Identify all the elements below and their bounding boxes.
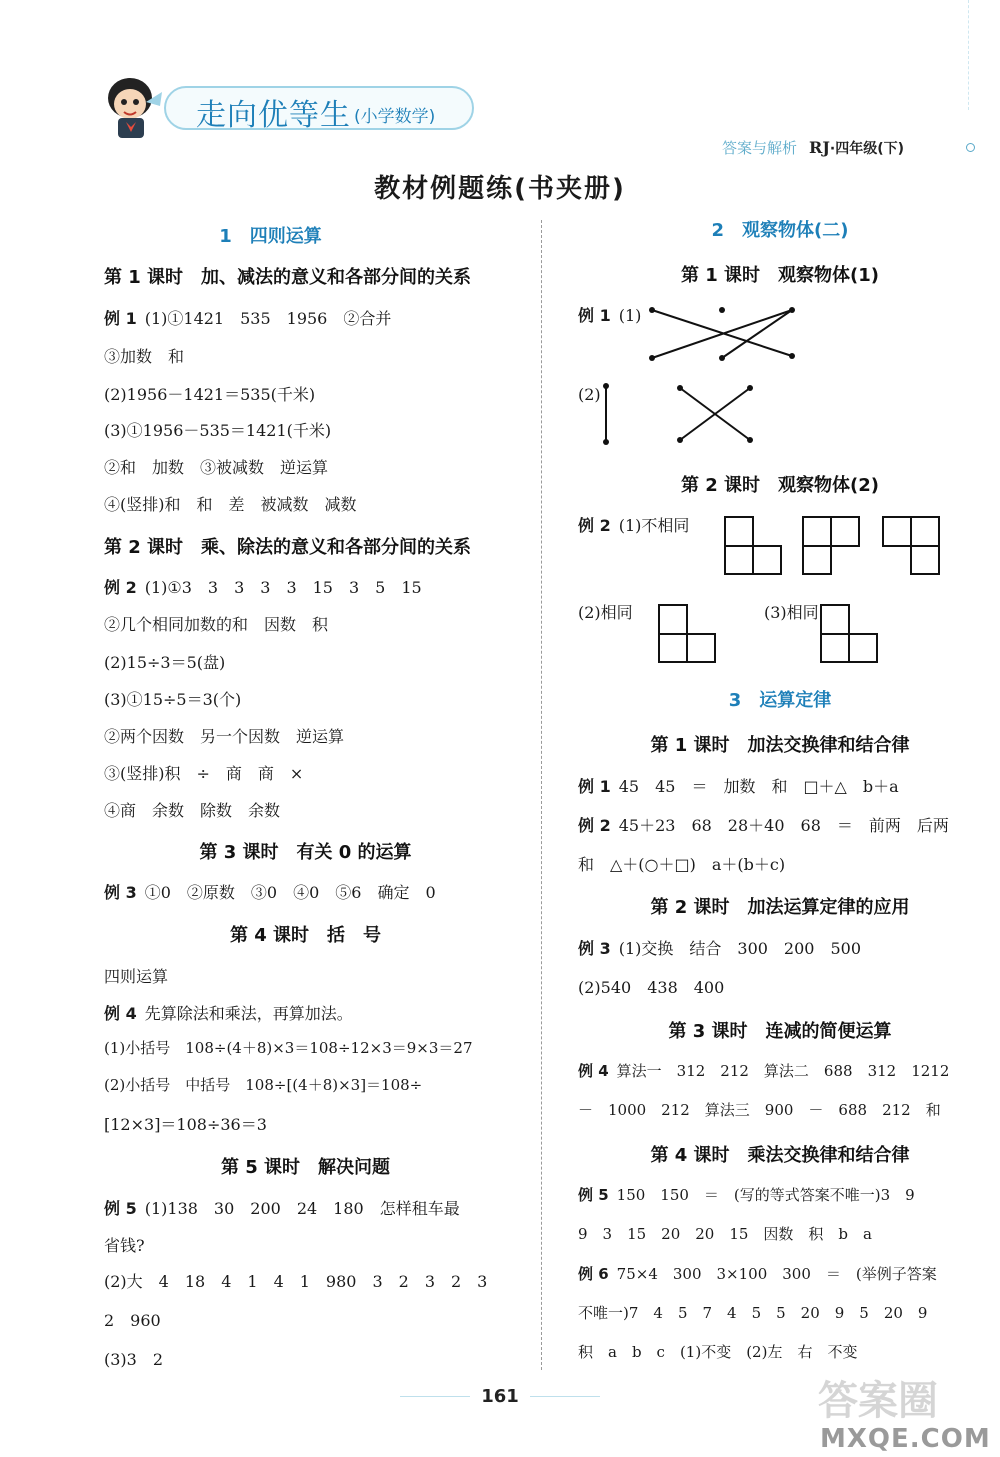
answer-line (104, 1001, 353, 1024)
answer-line: (2)小括号 中括号 108÷[(4＋8)×3]＝108÷ (104, 1076, 423, 1094)
watermark-text: MXQE.COM (820, 1424, 991, 1454)
answer-line: ②两个因数 另一个因数 逆运算 (104, 727, 345, 746)
answer-line (578, 813, 949, 836)
unit1-title: 1 四则运算 (219, 226, 322, 247)
answer-line: 2 960 (104, 1311, 161, 1330)
lesson-title: 第 3 课时 连减的简便运算 (668, 1021, 892, 1042)
example-label: 例 2 (578, 816, 611, 835)
block-view-figure (820, 604, 880, 664)
example-label: 例 5 (104, 1199, 137, 1218)
example-label: 例 6 (578, 1265, 609, 1283)
answer-line: (3)①15÷5＝3(个) (104, 690, 242, 709)
answer-text: ①0 ②原数 ③0 ④0 ⑤6 确定 0 (144, 883, 436, 902)
header-dot-icon (966, 143, 975, 152)
answer-line (578, 513, 689, 536)
header-answer-label: 答案与解析 (722, 139, 798, 157)
answer-line (104, 1196, 460, 1219)
example-label: 例 1 (578, 306, 611, 325)
unit2-title: 2 观察物体(二) (711, 220, 849, 241)
answer-line (104, 306, 391, 329)
answer-line: [12×3]＝108÷36＝3 (104, 1115, 267, 1134)
answer-line: (2) (578, 385, 601, 404)
answer-text: (1)138 30 200 24 180 怎样租车最 (144, 1199, 460, 1218)
example-label: 例 3 (104, 883, 137, 902)
header-info (722, 137, 904, 158)
edge-line (968, 0, 969, 110)
example-label: 例 4 (578, 1062, 609, 1080)
answer-line (578, 1184, 915, 1205)
answer-line (578, 1060, 949, 1081)
answer-text: (1)①1421 535 1956 ②合并 (144, 309, 392, 328)
answer-line: (3)相同 (764, 603, 819, 622)
answer-line: ③加数 和 (104, 347, 185, 366)
page-number-rule (530, 1396, 600, 1397)
lesson1-title: 第 1 课时 加、减法的意义和各部分间的关系 (104, 267, 472, 288)
lesson-title: 第 4 课时 乘法交换律和结合律 (650, 1145, 910, 1166)
block-view-figure (882, 516, 942, 576)
answer-line: ②和 加数 ③被减数 逆运算 (104, 458, 329, 477)
answer-line: (3)①1956－535＝1421(千米) (104, 421, 332, 440)
example-label: 例 5 (578, 1186, 609, 1204)
answer-line: 9 3 15 20 20 15 因数 积 b a (578, 1225, 872, 1243)
block-view-figure (802, 516, 862, 576)
answer-text: 75×4 300 3×100 300 ＝ (举例子答案 (616, 1265, 937, 1283)
lesson-title: 第 1 课时 观察物体(1) (680, 265, 880, 286)
answer-line (578, 1263, 937, 1284)
answer-line (578, 774, 899, 797)
answer-line: (2)大 4 18 4 1 4 1 980 3 2 3 2 3 (104, 1272, 488, 1291)
header-edition: RJ (809, 138, 830, 157)
answer-line (104, 880, 436, 903)
answer-line: (2)1956－1421＝535(千米) (104, 385, 316, 404)
brand-subtitle: (小学数学) (354, 107, 436, 127)
page-title: 教材例题练(书夹册) (374, 174, 626, 204)
example-label: 例 2 (578, 516, 611, 535)
block-view-figure (724, 516, 784, 576)
block-view-figure (658, 604, 718, 664)
lesson3-title: 第 3 课时 有关 0 的运算 (199, 842, 412, 863)
example-label: 例 4 (104, 1004, 137, 1023)
page-number: 161 (481, 1386, 519, 1407)
answer-text: (1)交换 结合 300 200 500 (618, 939, 862, 958)
answer-line: 积 a b c (1)不变 (2)左 右 不变 (578, 1343, 858, 1361)
header-grade: ·四年级(下) (829, 141, 905, 157)
example-label: 例 3 (578, 939, 611, 958)
brand-title: 走向优等生 (196, 98, 351, 133)
answer-line: 不唯一)7 4 5 7 4 5 5 20 9 5 20 9 (578, 1304, 928, 1322)
answer-line: (2)15÷3＝5(盘) (104, 653, 226, 672)
answer-text: 150 150 ＝ (写的等式答案不唯一)3 9 (616, 1186, 915, 1204)
answer-line: － 1000 212 算法三 900 － 688 212 和 (578, 1101, 941, 1119)
answer-text: (1)不相同 (618, 516, 690, 535)
answer-line: (1)小括号 108÷(4＋8)×3＝108÷12×3＝9×3＝27 (104, 1039, 473, 1057)
answer-text: 45＋23 68 28＋40 68 ＝ 前两 后两 (618, 816, 949, 835)
answer-line: 和 △＋(○＋□) a＋(b＋c) (578, 855, 786, 874)
matching-lines-figure (640, 300, 810, 368)
answer-line: (3)3 2 (104, 1350, 164, 1369)
answer-line: ④(竖排)和 和 差 被减数 减数 (104, 495, 357, 514)
unit3-title: 3 运算定律 (728, 690, 832, 711)
answer-line: 四则运算 (104, 967, 169, 986)
answer-text: 算法一 312 212 算法二 688 312 1212 (616, 1062, 950, 1080)
lesson5-title: 第 5 课时 解决问题 (220, 1157, 391, 1178)
answer-line: 省钱? (104, 1236, 145, 1255)
answer-line (578, 303, 641, 326)
example-label: 例 1 (104, 309, 137, 328)
column-divider (541, 220, 542, 1370)
answer-line (578, 936, 861, 959)
answer-line: ③(竖排)积 ÷ 商 商 × (104, 764, 304, 783)
lesson2-title: 第 2 课时 乘、除法的意义和各部分间的关系 (104, 537, 472, 558)
answer-line: ②几个相同加数的和 因数 积 (104, 615, 329, 634)
answer-text: (1)①3 3 3 3 3 15 3 5 15 (144, 578, 422, 597)
lesson-title: 第 2 课时 加法运算定律的应用 (650, 897, 910, 918)
matching-lines-figure (596, 378, 796, 450)
mascot-icon (100, 72, 172, 140)
page-number-rule (400, 1396, 470, 1397)
answer-line: (2)相同 (578, 603, 633, 622)
answer-line: (2)540 438 400 (578, 978, 725, 997)
example-label: 例 2 (104, 578, 137, 597)
watermark-logo-text: 答案圈 (818, 1378, 938, 1424)
lesson-title: 第 1 课时 加法交换律和结合律 (650, 735, 910, 756)
lesson4-title: 第 4 课时 括 号 (229, 925, 382, 946)
answer-text: 先算除法和乘法，再算加法。 (144, 1004, 353, 1023)
brand-logo (100, 72, 480, 140)
answer-line (104, 575, 422, 598)
answer-text: 45 45 ＝ 加数 和 □＋△ b＋a (618, 777, 899, 796)
example-label: 例 1 (578, 777, 611, 796)
lesson-title: 第 2 课时 观察物体(2) (680, 475, 880, 496)
answer-text: (1) (618, 306, 642, 325)
answer-line: ④商 余数 除数 余数 (104, 801, 281, 820)
